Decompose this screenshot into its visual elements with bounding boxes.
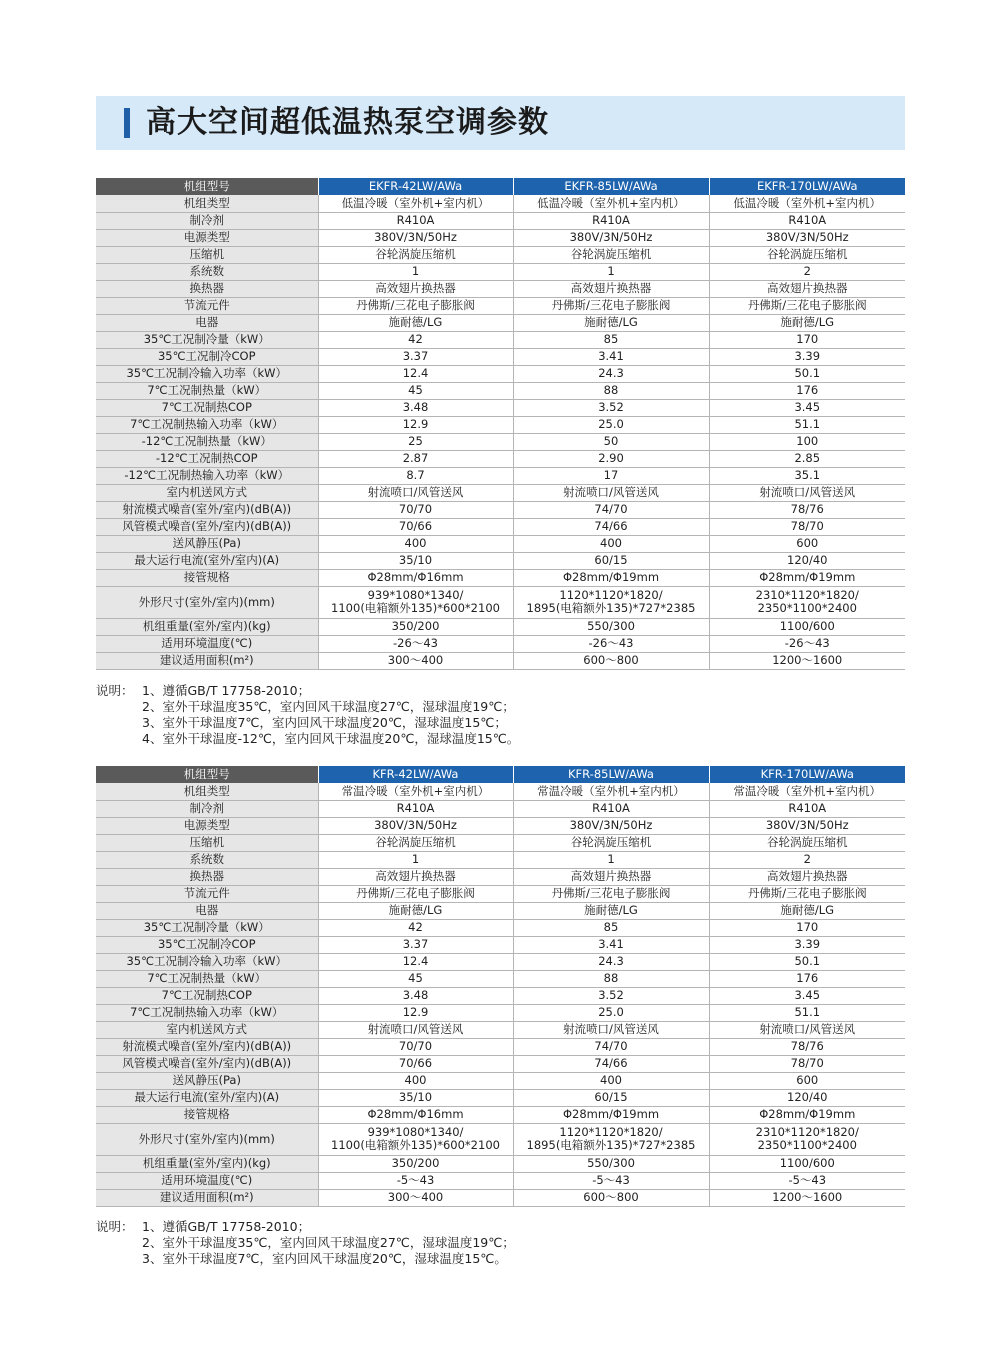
row-label: 最大运行电流(室外/室内)(A)	[96, 552, 318, 569]
model-header: KFR-170LW/AWa	[709, 766, 905, 783]
row-value: 170	[709, 331, 905, 348]
table-row	[96, 936, 905, 953]
row-label: 外形尺寸(室外/室内)(mm)	[96, 586, 318, 618]
row-value: 丹佛斯/三花电子膨胀阀	[513, 885, 709, 902]
row-value: 24.3	[513, 365, 709, 382]
table-row	[96, 618, 905, 635]
row-value: R410A	[709, 212, 905, 229]
row-value: 3.37	[318, 348, 513, 365]
table-row	[96, 1106, 905, 1123]
row-label: 35℃工况制冷COP	[96, 936, 318, 953]
row-value: Φ28mm/Φ19mm	[709, 569, 905, 586]
row-label: 7℃工况制热量（kW）	[96, 970, 318, 987]
row-value: 42	[318, 919, 513, 936]
row-label: 节流元件	[96, 885, 318, 902]
row-value-line: 939*1080*1340/	[367, 1125, 464, 1139]
row-value: 射流喷口/风管送风	[513, 1021, 709, 1038]
row-value: 谷轮涡旋压缩机	[709, 246, 905, 263]
row-value: 常温冷暖（室外机+室内机）	[513, 783, 709, 800]
model-header: EKFR-85LW/AWa	[513, 178, 709, 195]
row-value: 低温冷暖（室外机+室内机）	[709, 195, 905, 212]
row-label: 系统数	[96, 851, 318, 868]
table-row	[96, 635, 905, 652]
row-value: -5～43	[513, 1172, 709, 1189]
row-value: 24.3	[513, 953, 709, 970]
table-row	[96, 1189, 905, 1206]
table-row	[96, 467, 905, 484]
note-line	[96, 731, 519, 747]
row-value: 100	[709, 433, 905, 450]
row-label: 电源类型	[96, 817, 318, 834]
row-value: 高效翅片换热器	[709, 868, 905, 885]
row-label: 换热器	[96, 280, 318, 297]
row-value: Φ28mm/Φ19mm	[709, 1106, 905, 1123]
row-label: 射流模式噪音(室外/室内)(dB(A))	[96, 1038, 318, 1055]
row-value: 3.45	[709, 399, 905, 416]
row-value: 低温冷暖（室外机+室内机）	[318, 195, 513, 212]
note-prefix: 说明：	[96, 683, 134, 698]
row-value: 25.0	[513, 1004, 709, 1021]
row-value: 高效翅片换热器	[513, 280, 709, 297]
note-line	[96, 1235, 515, 1251]
row-value: 2.87	[318, 450, 513, 467]
note-prefix: 说明：	[96, 1219, 134, 1234]
row-value: 常温冷暖（室外机+室内机）	[318, 783, 513, 800]
table-row	[96, 280, 905, 297]
row-value: 1100/600	[709, 618, 905, 635]
row-value: -26～43	[709, 635, 905, 652]
row-value	[513, 586, 709, 618]
row-value: 3.52	[513, 399, 709, 416]
row-value: 45	[318, 382, 513, 399]
row-label: 适用环境温度(℃)	[96, 635, 318, 652]
row-value: 51.1	[709, 416, 905, 433]
row-value: 78/76	[709, 501, 905, 518]
spec-table-low-temp	[96, 178, 905, 670]
table-row	[96, 953, 905, 970]
row-value: 射流喷口/风管送风	[709, 484, 905, 501]
row-value: 78/70	[709, 1055, 905, 1072]
note-text: 3、室外干球温度7℃，室内回风干球温度20℃，湿球温度15℃。	[142, 1251, 507, 1266]
row-value: -5～43	[709, 1172, 905, 1189]
row-value: 51.1	[709, 1004, 905, 1021]
row-value: 12.9	[318, 416, 513, 433]
table-row	[96, 433, 905, 450]
table-row	[96, 1155, 905, 1172]
header-label: 机组型号	[96, 766, 318, 783]
row-value-line: 1895(电箱额外135)*727*2385	[526, 601, 696, 615]
row-value: 74/70	[513, 1038, 709, 1055]
row-label: 系统数	[96, 263, 318, 280]
table-row	[96, 800, 905, 817]
table-row	[96, 885, 905, 902]
notes-low-temp	[96, 683, 519, 747]
table-row	[96, 1021, 905, 1038]
row-value: 施耐德/LG	[513, 902, 709, 919]
row-value: 600	[709, 535, 905, 552]
table-row	[96, 365, 905, 382]
row-label: 电器	[96, 314, 318, 331]
row-label: 35℃工况制冷量（kW）	[96, 331, 318, 348]
row-value-line: 1895(电箱额外135)*727*2385	[526, 1138, 696, 1152]
row-value: 70/66	[318, 518, 513, 535]
row-value	[318, 1123, 513, 1155]
row-value: 丹佛斯/三花电子膨胀阀	[709, 885, 905, 902]
row-value	[709, 586, 905, 618]
row-value: Φ28mm/Φ19mm	[513, 1106, 709, 1123]
row-label: 机组类型	[96, 783, 318, 800]
row-value: 1	[318, 851, 513, 868]
row-value: 12.4	[318, 953, 513, 970]
row-label: 机组类型	[96, 195, 318, 212]
row-value: 350/200	[318, 618, 513, 635]
row-value: 射流喷口/风管送风	[513, 484, 709, 501]
row-value: 600	[709, 1072, 905, 1089]
row-value: 1	[513, 851, 709, 868]
row-label: 制冷剂	[96, 212, 318, 229]
row-label: 建议适用面积(m²)	[96, 652, 318, 669]
row-label: 7℃工况制热COP	[96, 399, 318, 416]
row-value: 60/15	[513, 552, 709, 569]
table-row	[96, 484, 905, 501]
table-header-row	[96, 766, 905, 783]
row-value: 70/66	[318, 1055, 513, 1072]
row-value-line: 2350*1100*2400	[757, 601, 857, 615]
table-row	[96, 987, 905, 1004]
row-label: 电器	[96, 902, 318, 919]
notes-normal-temp	[96, 1219, 515, 1267]
row-value-line: 1100(电箱额外135)*600*2100	[331, 601, 500, 615]
row-value: Φ28mm/Φ16mm	[318, 1106, 513, 1123]
row-value: 常温冷暖（室外机+室内机）	[709, 783, 905, 800]
row-value: 120/40	[709, 1089, 905, 1106]
row-value-line: 939*1080*1340/	[367, 588, 464, 602]
row-value: 400	[318, 1072, 513, 1089]
row-value: 2.90	[513, 450, 709, 467]
row-value: 3.41	[513, 348, 709, 365]
row-value: 400	[513, 1072, 709, 1089]
row-value: 12.4	[318, 365, 513, 382]
note-text: 3、室外干球温度7℃，室内回风干球温度20℃，湿球温度15℃；	[142, 715, 507, 730]
row-value: 380V/3N/50Hz	[709, 817, 905, 834]
row-value	[513, 1123, 709, 1155]
table-row	[96, 817, 905, 834]
table-row	[96, 246, 905, 263]
title-accent-bar	[124, 108, 130, 138]
header-label: 机组型号	[96, 178, 318, 195]
row-value: 25.0	[513, 416, 709, 433]
row-value: Φ28mm/Φ16mm	[318, 569, 513, 586]
table-row	[96, 195, 905, 212]
row-label: 35℃工况制冷量（kW）	[96, 919, 318, 936]
table-row	[96, 331, 905, 348]
row-value: Φ28mm/Φ19mm	[513, 569, 709, 586]
row-value: 丹佛斯/三花电子膨胀阀	[318, 297, 513, 314]
row-value: 400	[318, 535, 513, 552]
row-value: 380V/3N/50Hz	[513, 229, 709, 246]
row-value: 施耐德/LG	[318, 314, 513, 331]
table-row	[96, 212, 905, 229]
row-value: 550/300	[513, 618, 709, 635]
row-label: 最大运行电流(室外/室内)(A)	[96, 1089, 318, 1106]
row-value: 3.39	[709, 936, 905, 953]
row-value: 1100/600	[709, 1155, 905, 1172]
table-row	[96, 783, 905, 800]
row-value: 45	[318, 970, 513, 987]
row-label: 35℃工况制冷输入功率（kW）	[96, 953, 318, 970]
row-label: 7℃工况制热量（kW）	[96, 382, 318, 399]
note-text: 2、室外干球温度35℃，室内回风干球温度27℃，湿球温度19℃；	[142, 699, 515, 714]
model-header: EKFR-42LW/AWa	[318, 178, 513, 195]
table-row	[96, 501, 905, 518]
table-row	[96, 382, 905, 399]
table-row	[96, 263, 905, 280]
row-value: 丹佛斯/三花电子膨胀阀	[513, 297, 709, 314]
row-value: 丹佛斯/三花电子膨胀阀	[709, 297, 905, 314]
row-value: 施耐德/LG	[709, 314, 905, 331]
row-value: 74/70	[513, 501, 709, 518]
row-value: 176	[709, 970, 905, 987]
row-label: 外形尺寸(室外/室内)(mm)	[96, 1123, 318, 1155]
row-value: 42	[318, 331, 513, 348]
note-line	[96, 1251, 515, 1267]
row-value	[709, 1123, 905, 1155]
row-value: R410A	[318, 800, 513, 817]
row-value: 2	[709, 851, 905, 868]
note-line	[96, 1219, 515, 1235]
row-value: 85	[513, 919, 709, 936]
row-value: 8.7	[318, 467, 513, 484]
row-label: 机组重量(室外/室内)(kg)	[96, 1155, 318, 1172]
row-value: R410A	[318, 212, 513, 229]
table-row	[96, 450, 905, 467]
table-row	[96, 834, 905, 851]
row-value: 78/70	[709, 518, 905, 535]
row-label: -12℃工况制热输入功率（kW）	[96, 467, 318, 484]
row-value: 谷轮涡旋压缩机	[709, 834, 905, 851]
row-value: 350/200	[318, 1155, 513, 1172]
row-value: -26～43	[318, 635, 513, 652]
row-value: 3.39	[709, 348, 905, 365]
row-label: 35℃工况制冷输入功率（kW）	[96, 365, 318, 382]
row-label: -12℃工况制热COP	[96, 450, 318, 467]
row-value: 射流喷口/风管送风	[318, 1021, 513, 1038]
row-value: 高效翅片换热器	[318, 868, 513, 885]
table-row	[96, 535, 905, 552]
note-line	[96, 683, 519, 699]
row-label: 7℃工况制热输入功率（kW）	[96, 416, 318, 433]
model-header: EKFR-170LW/AWa	[709, 178, 905, 195]
row-value: 谷轮涡旋压缩机	[513, 834, 709, 851]
table-row	[96, 868, 905, 885]
row-label: 风管模式噪音(室外/室内)(dB(A))	[96, 1055, 318, 1072]
row-value: 2	[709, 263, 905, 280]
row-value: 74/66	[513, 518, 709, 535]
row-value: R410A	[513, 212, 709, 229]
row-value: 120/40	[709, 552, 905, 569]
note-line	[96, 715, 519, 731]
table-row	[96, 348, 905, 365]
row-value: 3.48	[318, 399, 513, 416]
row-value: 1	[513, 263, 709, 280]
row-value-line: 2310*1120*1820/	[755, 588, 859, 602]
row-label: 7℃工况制热COP	[96, 987, 318, 1004]
row-label: 7℃工况制热输入功率（kW）	[96, 1004, 318, 1021]
row-value: 3.52	[513, 987, 709, 1004]
table-row	[96, 518, 905, 535]
row-label: 射流模式噪音(室外/室内)(dB(A))	[96, 501, 318, 518]
row-label: 接管规格	[96, 1106, 318, 1123]
row-value: 丹佛斯/三花电子膨胀阀	[318, 885, 513, 902]
row-label: 风管模式噪音(室外/室内)(dB(A))	[96, 518, 318, 535]
row-label: 送风静压(Pa)	[96, 1072, 318, 1089]
row-label: 换热器	[96, 868, 318, 885]
table-row	[96, 970, 905, 987]
table-row	[96, 314, 905, 331]
model-header: KFR-42LW/AWa	[318, 766, 513, 783]
table-row	[96, 1123, 905, 1155]
row-label: 压缩机	[96, 246, 318, 263]
row-label: 室内机送风方式	[96, 1021, 318, 1038]
row-label: 压缩机	[96, 834, 318, 851]
row-value: 施耐德/LG	[513, 314, 709, 331]
row-label: 机组重量(室外/室内)(kg)	[96, 618, 318, 635]
row-value: 600～800	[513, 1189, 709, 1206]
row-label: 节流元件	[96, 297, 318, 314]
row-value	[318, 586, 513, 618]
row-value: 85	[513, 331, 709, 348]
table-row	[96, 1038, 905, 1055]
row-label: 电源类型	[96, 229, 318, 246]
row-value: 射流喷口/风管送风	[318, 484, 513, 501]
page-title: 高大空间超低温热泵空调参数	[146, 105, 549, 140]
row-value: 3.41	[513, 936, 709, 953]
table-row	[96, 229, 905, 246]
table-row	[96, 1004, 905, 1021]
row-value: 70/70	[318, 1038, 513, 1055]
row-value: 176	[709, 382, 905, 399]
row-value: 12.9	[318, 1004, 513, 1021]
row-value: 380V/3N/50Hz	[318, 817, 513, 834]
row-value: 25	[318, 433, 513, 450]
row-value: 35/10	[318, 552, 513, 569]
row-value: 70/70	[318, 501, 513, 518]
row-value: R410A	[709, 800, 905, 817]
row-label: 适用环境温度(℃)	[96, 1172, 318, 1189]
row-value: 74/66	[513, 1055, 709, 1072]
row-label: 建议适用面积(m²)	[96, 1189, 318, 1206]
row-value: R410A	[513, 800, 709, 817]
row-value: 谷轮涡旋压缩机	[318, 834, 513, 851]
row-value: 谷轮涡旋压缩机	[318, 246, 513, 263]
spec-table-normal-temp	[96, 766, 905, 1207]
row-value: 3.45	[709, 987, 905, 1004]
row-value: 2.85	[709, 450, 905, 467]
row-value: 施耐德/LG	[318, 902, 513, 919]
table-header-row	[96, 178, 905, 195]
table-row	[96, 652, 905, 669]
row-label: 室内机送风方式	[96, 484, 318, 501]
row-value: 高效翅片换热器	[709, 280, 905, 297]
row-value: 380V/3N/50Hz	[318, 229, 513, 246]
row-value: 35/10	[318, 1089, 513, 1106]
row-value: 88	[513, 970, 709, 987]
row-value: 50	[513, 433, 709, 450]
row-value: 施耐德/LG	[709, 902, 905, 919]
table-row	[96, 399, 905, 416]
note-text: 4、室外干球温度-12℃，室内回风干球温度20℃，湿球温度15℃。	[142, 731, 520, 746]
row-label: 制冷剂	[96, 800, 318, 817]
row-label: 送风静压(Pa)	[96, 535, 318, 552]
table-row	[96, 1055, 905, 1072]
row-value: 380V/3N/50Hz	[709, 229, 905, 246]
row-value: 3.48	[318, 987, 513, 1004]
row-value: 380V/3N/50Hz	[513, 817, 709, 834]
table-row	[96, 586, 905, 618]
row-value: 550/300	[513, 1155, 709, 1172]
row-value: 300～400	[318, 652, 513, 669]
row-value: 高效翅片换热器	[513, 868, 709, 885]
row-value: 17	[513, 467, 709, 484]
row-value-line: 1120*1120*1820/	[559, 1125, 663, 1139]
note-text: 2、室外干球温度35℃，室内回风干球温度27℃，湿球温度19℃；	[142, 1235, 515, 1250]
table-row	[96, 902, 905, 919]
table-row	[96, 919, 905, 936]
note-text: 1、遵循GB/T 17758-2010；	[142, 683, 311, 698]
row-label: -12℃工况制热量（kW）	[96, 433, 318, 450]
row-label: 35℃工况制冷COP	[96, 348, 318, 365]
note-line	[96, 699, 519, 715]
row-label: 接管规格	[96, 569, 318, 586]
model-header: KFR-85LW/AWa	[513, 766, 709, 783]
row-value: -26～43	[513, 635, 709, 652]
row-value: 78/76	[709, 1038, 905, 1055]
row-value: 低温冷暖（室外机+室内机）	[513, 195, 709, 212]
table-row	[96, 552, 905, 569]
row-value: 35.1	[709, 467, 905, 484]
table-row	[96, 416, 905, 433]
table-row	[96, 1172, 905, 1189]
row-value-line: 2350*1100*2400	[757, 1138, 857, 1152]
note-text: 1、遵循GB/T 17758-2010；	[142, 1219, 311, 1234]
row-value: 谷轮涡旋压缩机	[513, 246, 709, 263]
row-value: 高效翅片换热器	[318, 280, 513, 297]
row-value: 1200～1600	[709, 1189, 905, 1206]
row-value: 50.1	[709, 953, 905, 970]
table-row	[96, 569, 905, 586]
row-value: 1	[318, 263, 513, 280]
row-value: 3.37	[318, 936, 513, 953]
table-row	[96, 851, 905, 868]
row-value: 88	[513, 382, 709, 399]
row-value: 1200～1600	[709, 652, 905, 669]
row-value-line: 1100(电箱额外135)*600*2100	[331, 1138, 500, 1152]
table-row	[96, 297, 905, 314]
row-value: 300～400	[318, 1189, 513, 1206]
row-value: 600～800	[513, 652, 709, 669]
row-value-line: 2310*1120*1820/	[755, 1125, 859, 1139]
table-row	[96, 1089, 905, 1106]
row-value: -5～43	[318, 1172, 513, 1189]
row-value-line: 1120*1120*1820/	[559, 588, 663, 602]
row-value: 170	[709, 919, 905, 936]
row-value: 射流喷口/风管送风	[709, 1021, 905, 1038]
row-value: 60/15	[513, 1089, 709, 1106]
row-value: 400	[513, 535, 709, 552]
table-row	[96, 1072, 905, 1089]
row-value: 50.1	[709, 365, 905, 382]
